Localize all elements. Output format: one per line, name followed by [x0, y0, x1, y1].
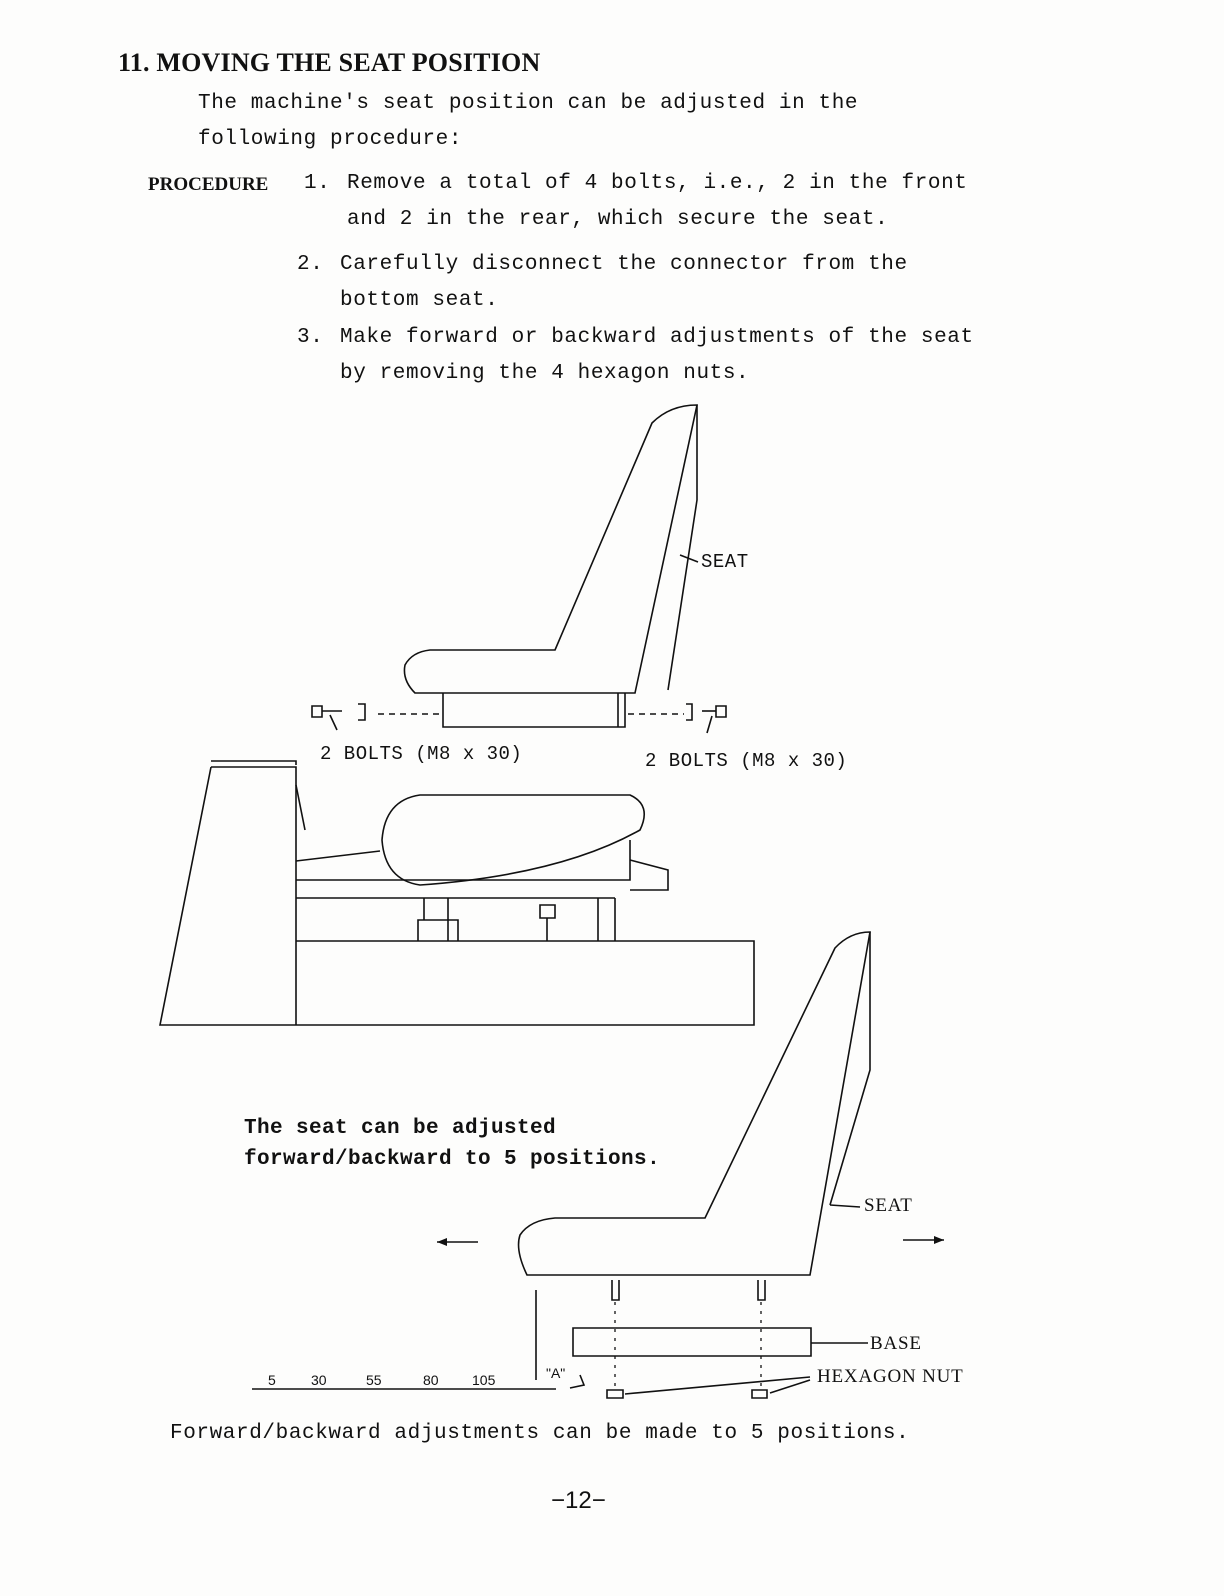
- scale-tick: 80: [423, 1372, 439, 1388]
- intro-line-1: The machine's seat position can be adjusted in the: [198, 92, 859, 115]
- intro-line-2: following procedure:: [198, 128, 463, 151]
- step-3-number: 3.: [297, 326, 324, 349]
- section-number: 11.: [118, 48, 150, 77]
- scale-tick: 30: [311, 1372, 327, 1388]
- scale-tick: 5: [268, 1372, 276, 1388]
- base-label: BASE: [870, 1333, 922, 1354]
- seat-exploded-drawing: [312, 405, 726, 733]
- bolts-right-label: 2 BOLTS (M8 x 30): [645, 750, 848, 772]
- scale-tick: 55: [366, 1372, 382, 1388]
- section-heading: [118, 48, 540, 78]
- figure-caption: Forward/backward adjustments can be made to 5 positions.: [170, 1422, 910, 1445]
- step-2-line-2: bottom seat.: [340, 289, 499, 312]
- step-1-number: 1.: [304, 172, 331, 195]
- bolts-left-label: 2 BOLTS (M8 x 30): [320, 743, 523, 765]
- step-3-line-1: Make forward or backward adjustments of the seat: [340, 326, 974, 349]
- step-2-number: 2.: [297, 253, 324, 276]
- seat-label-top: SEAT: [701, 551, 749, 573]
- procedure-label: PROCEDURE: [148, 174, 269, 195]
- scale-tick: 105: [472, 1372, 496, 1388]
- section-title: MOVING THE SEAT POSITION: [156, 48, 541, 77]
- adjust-note-line-1: The seat can be adjusted: [244, 1117, 557, 1140]
- adjust-note-line-2: forward/backward to 5 positions.: [244, 1148, 661, 1171]
- step-2-line-1: Carefully disconnect the connector from the: [340, 253, 908, 276]
- step-3-line-2: by removing the 4 hexagon nuts.: [340, 362, 750, 385]
- cabinet-drawing: [160, 761, 754, 1025]
- step-1-line-1: Remove a total of 4 bolts, i.e., 2 in the front: [347, 172, 968, 195]
- page-number: −12−: [551, 1487, 606, 1514]
- seat-label-bottom: SEAT: [864, 1195, 913, 1216]
- step-1-line-2: and 2 in the rear, which secure the seat.: [347, 208, 889, 231]
- dimension-a-label: "A": [546, 1365, 566, 1381]
- hexagon-nut-label: HEXAGON NUT: [817, 1366, 964, 1387]
